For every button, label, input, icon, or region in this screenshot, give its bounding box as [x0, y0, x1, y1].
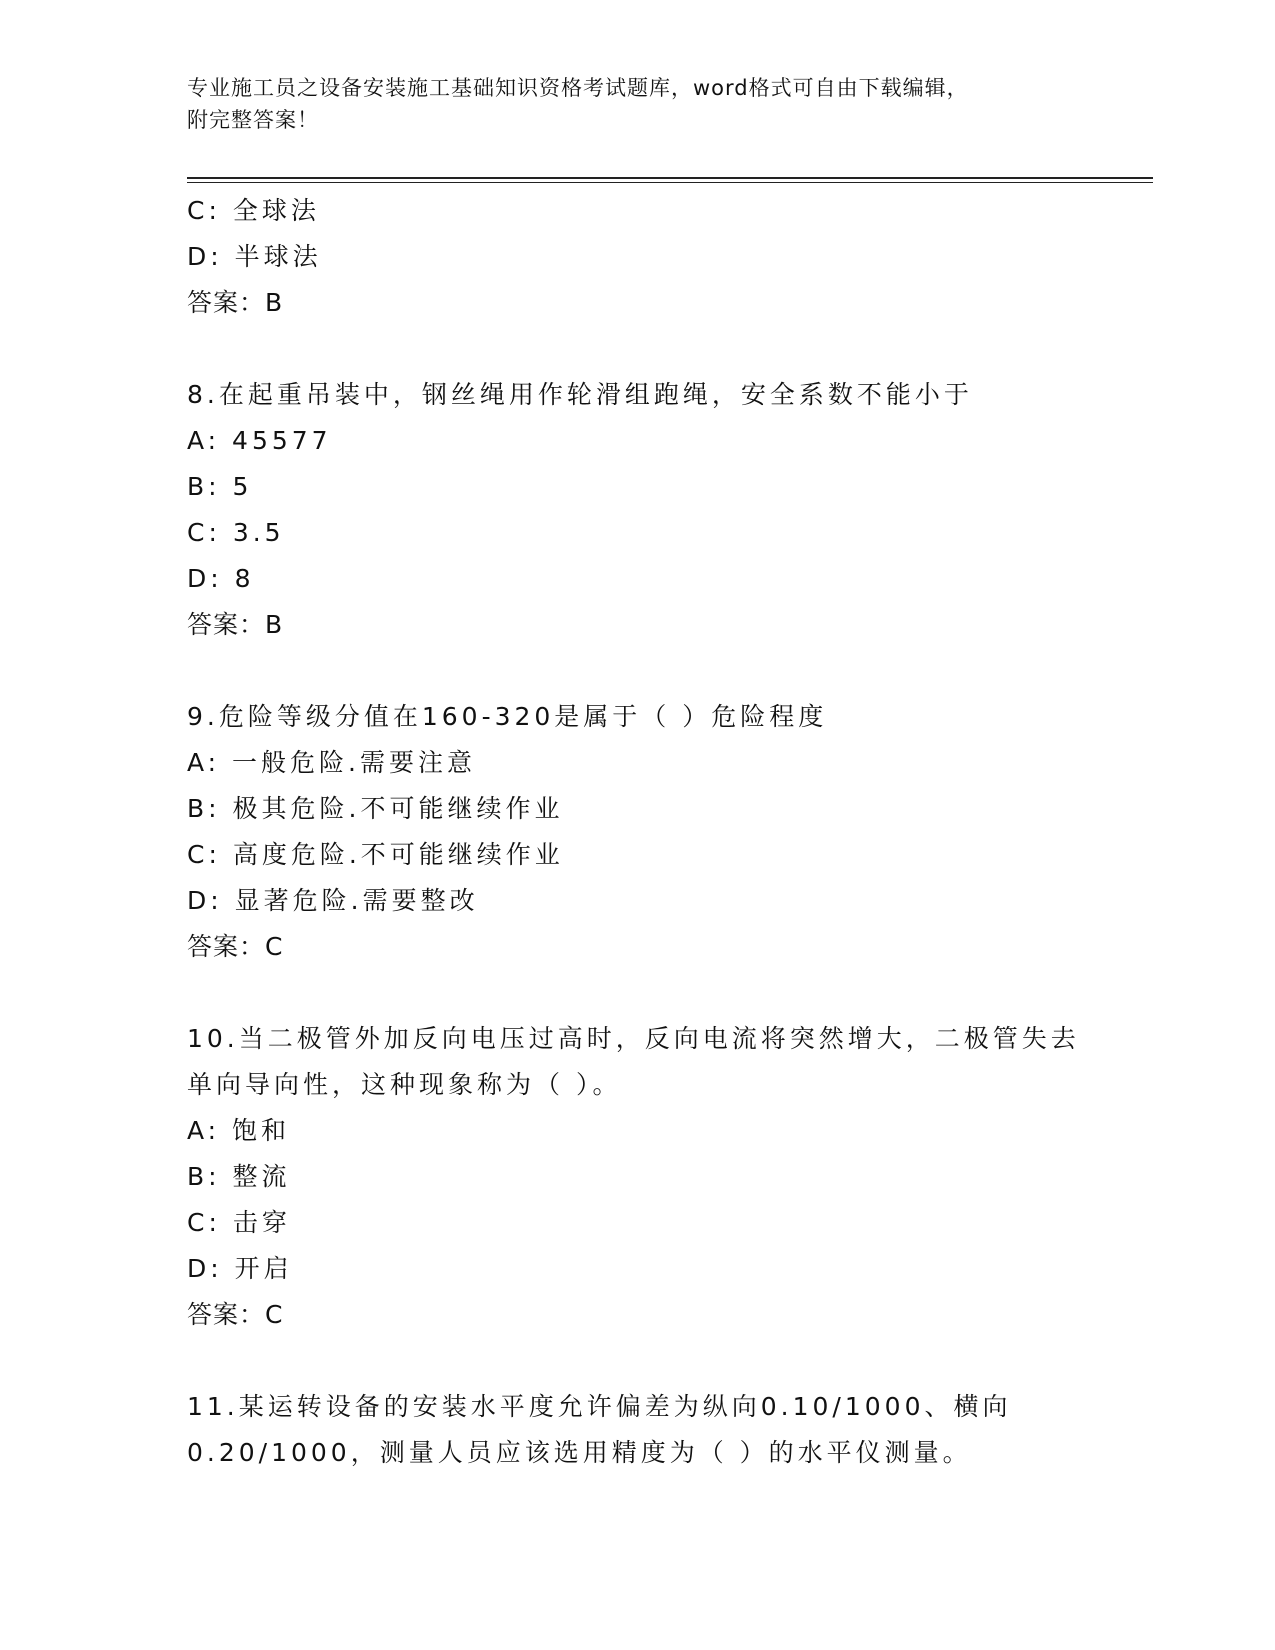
answer: 答案：B — [187, 288, 284, 317]
question-stem-line-1: 10.当二极管外加反向电压过高时，反向电流将突然增大，二极管失去 — [187, 1024, 1080, 1053]
spacer — [187, 648, 1087, 694]
question-stem: 9.危险等级分值在160-320是属于（ ）危险程度 — [187, 702, 828, 731]
header-divider-thick — [187, 177, 1153, 179]
header-line-1: 专业施工员之设备安装施工基础知识资格考试题库，word格式可自由下载编辑， — [187, 76, 969, 100]
option-d: D: 半球法 — [187, 242, 322, 271]
question-stem: 8.在起重吊装中，钢丝绳用作轮滑组跑绳，安全系数不能小于 — [187, 380, 973, 409]
answer: 答案：C — [187, 932, 284, 961]
question-stem-line-1: 11.某运转设备的安装水平度允许偏差为纵向0.10/1000、横向 — [187, 1392, 1012, 1421]
option-a: A: 饱和 — [187, 1116, 291, 1145]
answer: 答案：C — [187, 1300, 284, 1329]
spacer — [187, 970, 1087, 1016]
header-line-2: 附完整答案！ — [187, 108, 319, 132]
question-stem-line-2: 单向导向性，这种现象称为（ ）。 — [187, 1070, 622, 1099]
question-10 — [187, 1016, 1087, 1338]
question-7-tail — [187, 188, 1087, 326]
question-8 — [187, 372, 1087, 648]
option-a: A: 一般危险.需要注意 — [187, 748, 476, 777]
question-list — [187, 188, 1087, 1476]
spacer — [187, 1338, 1087, 1384]
header-divider-thin — [187, 182, 1153, 183]
option-b: B: 整流 — [187, 1162, 291, 1191]
answer: 答案：B — [187, 610, 284, 639]
option-c: C: 击穿 — [187, 1208, 291, 1237]
question-11 — [187, 1384, 1087, 1476]
option-c: C: 高度危险.不可能继续作业 — [187, 840, 564, 869]
option-c: C: 3.5 — [187, 518, 285, 547]
option-c: C: 全球法 — [187, 196, 320, 225]
option-a: A: 45577 — [187, 426, 332, 455]
option-d: D: 8 — [187, 564, 255, 593]
question-stem-line-2: 0.20/1000，测量人员应该选用精度为（ ）的水平仪测量。 — [187, 1438, 972, 1467]
option-b: B: 5 — [187, 472, 253, 501]
spacer — [187, 326, 1087, 372]
option-d: D: 开启 — [187, 1254, 293, 1283]
option-d: D: 显著危险.需要整改 — [187, 886, 479, 915]
option-b: B: 极其危险.不可能继续作业 — [187, 794, 564, 823]
document-header — [187, 72, 1087, 136]
question-9 — [187, 694, 1087, 970]
